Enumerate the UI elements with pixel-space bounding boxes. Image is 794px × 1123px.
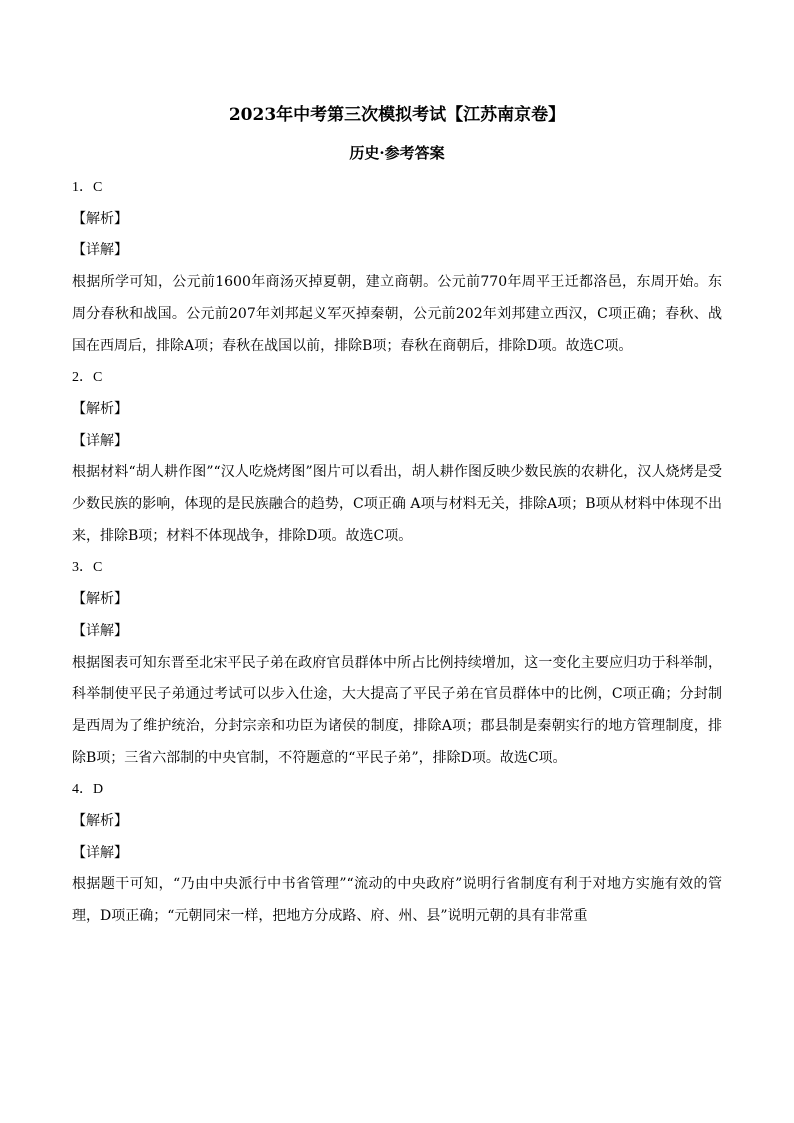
document-subtitle: 历史·参考答案 <box>349 144 445 162</box>
document-title: 2023年中考第三次模拟考试【江苏南京卷】 <box>228 105 566 125</box>
question-1 <box>72 172 722 362</box>
question-3 <box>72 552 722 774</box>
answer-3: 3．C <box>72 560 103 576</box>
detail-text-4: 根据题干可知，“乃由中央派行中书省管理”“流动的中央政府”说明行省制度有利于对地方实施有效的管理，D项正确；“元朝同宋一样，把地方分成路、府、州、县”说明元朝的具有非常重 <box>72 876 722 925</box>
detail-label-4: 【详解】 <box>72 844 128 861</box>
analysis-label-4: 【解析】 <box>72 813 128 830</box>
question-2 <box>72 362 722 552</box>
detail-label-3: 【详解】 <box>72 622 128 639</box>
detail-label-1: 【详解】 <box>72 242 128 259</box>
answer-1: 1．C <box>72 180 103 195</box>
question-4 <box>72 774 722 933</box>
detail-label-2: 【详解】 <box>72 432 128 449</box>
analysis-label-1: 【解析】 <box>72 210 128 227</box>
analysis-label-2: 【解析】 <box>72 400 128 417</box>
answer-4: 4．D <box>72 782 104 798</box>
detail-text-1: 根据所学可知，公元前1600年商汤灭掉夏朝，建立商朝。公元前770年周平王迁都洛邑，东周开始。东周分春秋和战国。公元前207年刘邦起义军灭掉秦朝，公元前202年刘邦建立西汉，C项正确；春秋、战国在西周后，排除A项；春秋在战国以前，排除B项；春秋在商朝后，排除D项。故选C项。 <box>72 274 722 354</box>
detail-text-2: 根据材料“胡人耕作图”“汉人吃烧烤图”图片可以看出，胡人耕作图反映少数民族的农耕化，汉人烧烤是受少数民族的影响，体现的是民族融合的趋势，C项正确 A项与材料无关，排除A项；B项从材料中体现不出来，排除B项；材料不体现战争，排除D项。故选C项。 <box>72 464 722 544</box>
answer-2: 2．C <box>72 370 103 386</box>
detail-text-3: 根据图表可知东晋至北宋平民子弟在政府官员群体中所占比例持续增加，这一变化主要应归功于科举制，科举制使平民子弟通过考试可以步入仕途，大大提高了平民子弟在官员群体中的比例，C项正确；分封制是西周为了维护统治，分封宗亲和功臣为诸侯的制度，排除A项；郡县制是秦朝实行的地方管理制度，排除B项；三省六部制的中央官制，不符题意的“平民子弟”，排除D项。故选C项。 <box>72 654 722 766</box>
analysis-label-3: 【解析】 <box>72 591 128 608</box>
